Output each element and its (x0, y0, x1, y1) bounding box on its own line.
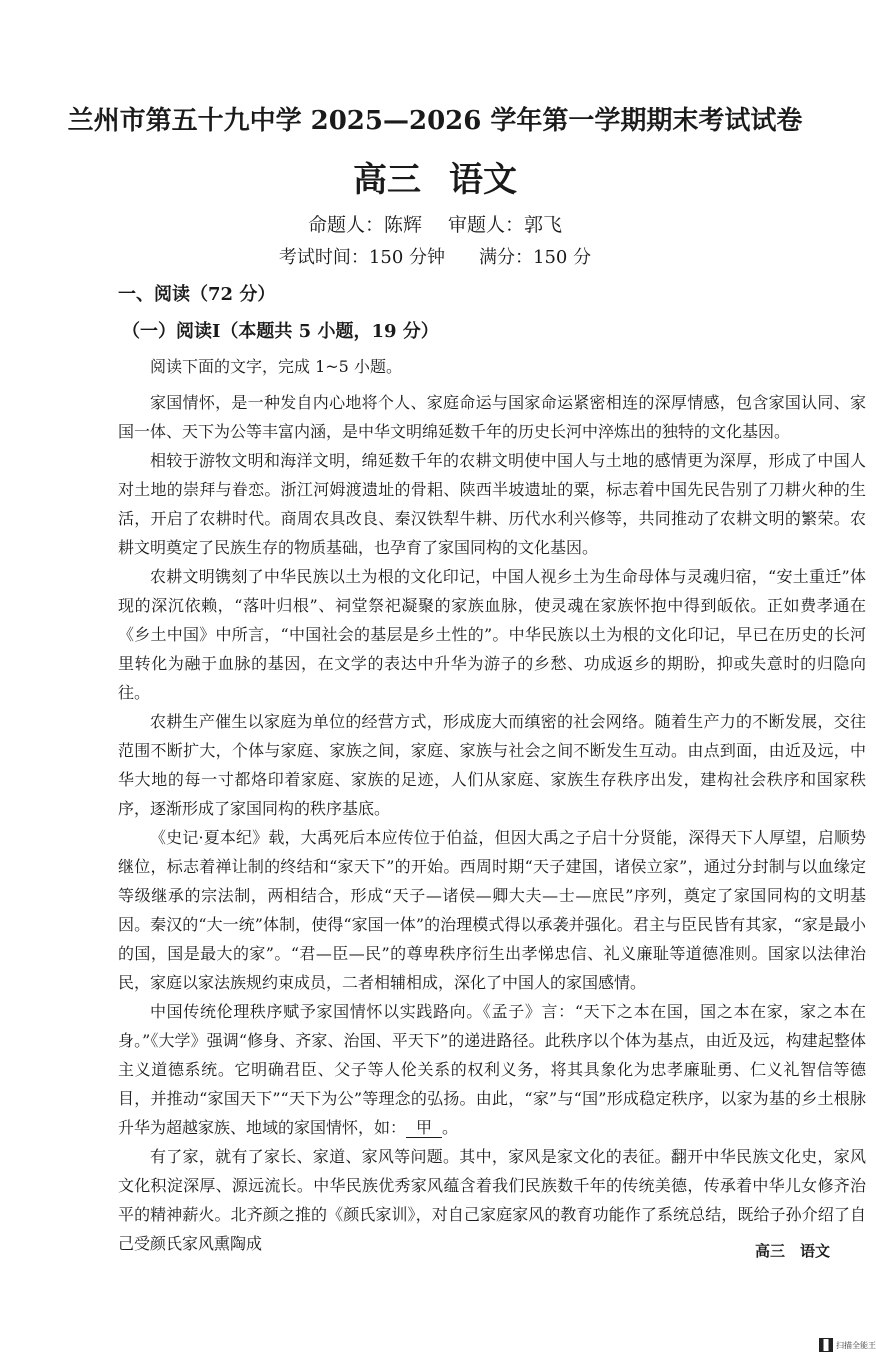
article-paragraph: 家国情怀，是一种发自内心地将个人、家庭命运与国家命运紧密相连的深厚情感，包含家国认同、家国一体、天下为公等丰富内涵，是中华文明绵延数千年的历史长河中淬炼出的独特的文化基因。 (118, 393, 866, 441)
article-paragraph: 有了家，就有了家长、家道、家风等问题。其中，家风是家文化的表征。翻开中华民族文化史，家风文化积淀深厚、源远流长。中华民族优秀家风蕴含着我们民族数千年的传统美德，传承着中华儿女修齐治平的精神薪火。北齐颜之推的《颜氏家训》，对自己家庭家风的教育功能作了系统总结，既给子孙介绍了自己受颜氏家风熏陶成 (118, 1147, 866, 1253)
article-paragraph: 相较于游牧文明和海洋文明，绵延数千年的农耕文明使中国人与土地的感情更为深厚，形成了中国人对土地的崇拜与眷恋。浙江河姆渡遗址的骨耜、陕西半坡遗址的粟，标志着中国先民告别了刀耕火种的生活，开启了农耕时代。商周农具改良、秦汉铁犁牛耕、历代水利兴修等，共同推动了农耕文明的繁荣。农耕文明奠定了民族生存的物质基础，也孕育了家国同构的文化基因。 (118, 451, 866, 557)
exam-title: 兰州市第五十九中学 2025—2026 学年第一学期期末考试试卷 (67, 106, 803, 136)
paragraph-text-end: 。 (442, 1118, 459, 1137)
exam-time: 考试时间：150 分钟 (278, 247, 445, 268)
scanner-watermark: 扫描全能王 (836, 1341, 876, 1350)
author-label: 命题人：陈辉 (307, 214, 422, 236)
grade-subject-heading (0, 152, 870, 201)
exam-info-line (0, 243, 870, 269)
full-score: 满分：150 分 (479, 247, 592, 268)
article-paragraph: 农耕生产催生以家庭为单位的经营方式，形成庞大而缜密的社会网络。随着生产力的不断发展，交往范围不断扩大，个体与家庭、家族之间，家庭、家族与社会之间不断发生互动。由点到面，由近及远，中华大地的每一寸都烙印着家庭、家族的足迹，人们从家庭、家族生存秩序出发，建构社会秩序和国家秩序，逐渐形成了家国同构的秩序基底。 (118, 712, 866, 818)
grade-label: 高三 (353, 160, 421, 200)
reviewer-label: 审题人：郭飞 (448, 214, 563, 236)
article-body (118, 388, 866, 1258)
qr-code-icon (819, 1338, 833, 1352)
subsection-heading: （一）阅读Ⅰ（本题共 5 小题，19 分） (122, 321, 439, 342)
fill-in-blank: 甲 (406, 1119, 442, 1138)
article-paragraph: 农耕文明镌刻了中华民族以土为根的文化印记，中国人视乡土为生命母体与灵魂归宿，“安土重迁”体现的深沉依赖，“落叶归根”、祠堂祭祀凝聚的家族血脉，使灵魂在家族怀抱中得到皈依。正如费孝通在《乡土中国》中所言，“中国社会的基层是乡土性的”。中华民族以土为根的文化印记，早已在历史的长河里转化为融于血脉的基因，在文学的表达中升华为游子的乡愁、功成返乡的期盼，抑或失意时的归隐向往。 (118, 567, 866, 702)
section-heading: 一、阅读（72 分） (118, 284, 276, 305)
author-line (0, 210, 870, 237)
subject-label: 语文 (449, 160, 517, 200)
article-paragraph (118, 997, 866, 1142)
article-paragraph: 《史记·夏本纪》载，大禹死后本应传位于伯益，但因大禹之子启十分贤能，深得天下人厚望，启顺势继位，标志着禅让制的终结和“家天下”的开始。西周时期“天子建国，诸侯立家”，通过分封制与以血缘定等级继承的宗法制，两相结合，形成“天子—诸侯—卿大夫—士—庶民”序列，奠定了家国同构的文明基因。秦汉的“大一统”体制，使得“家国一体”的治理模式得以承袭并强化。君主与臣民皆有其家，“家是最小的国，国是最大的家”。“君—臣—民”的尊卑秩序衍生出孝悌忠信、礼义廉耻等道德准则。国家以法律治民，家庭以家法族规约束成员，二者相辅相成，深化了中国人的家国感情。 (118, 828, 866, 992)
reading-instruction: 阅读下面的文字，完成 1~5 小题。 (150, 357, 402, 376)
paragraph-text: 中国传统伦理秩序赋予家国情怀以实践路向。《孟子》言：“天下之本在国，国之本在家，家之本在身。”《大学》强调“修身、齐家、治国、平天下”的递进路径。此秩序以个体为基点，由近及远，构建起整体主义道德系统。它明确君臣、父子等人伦关系的权利义务，将其具象化为忠孝廉耻勇、仁义礼智信等德目，并推动“家国天下”“天下为公”等理念的弘扬。由此，“家”与“国”形成稳定秩序，以家为基的乡土根脉升华为超越家族、地域的家国情怀，如： (118, 1002, 866, 1137)
page-footer-label: 高三 语文 (754, 1242, 830, 1260)
